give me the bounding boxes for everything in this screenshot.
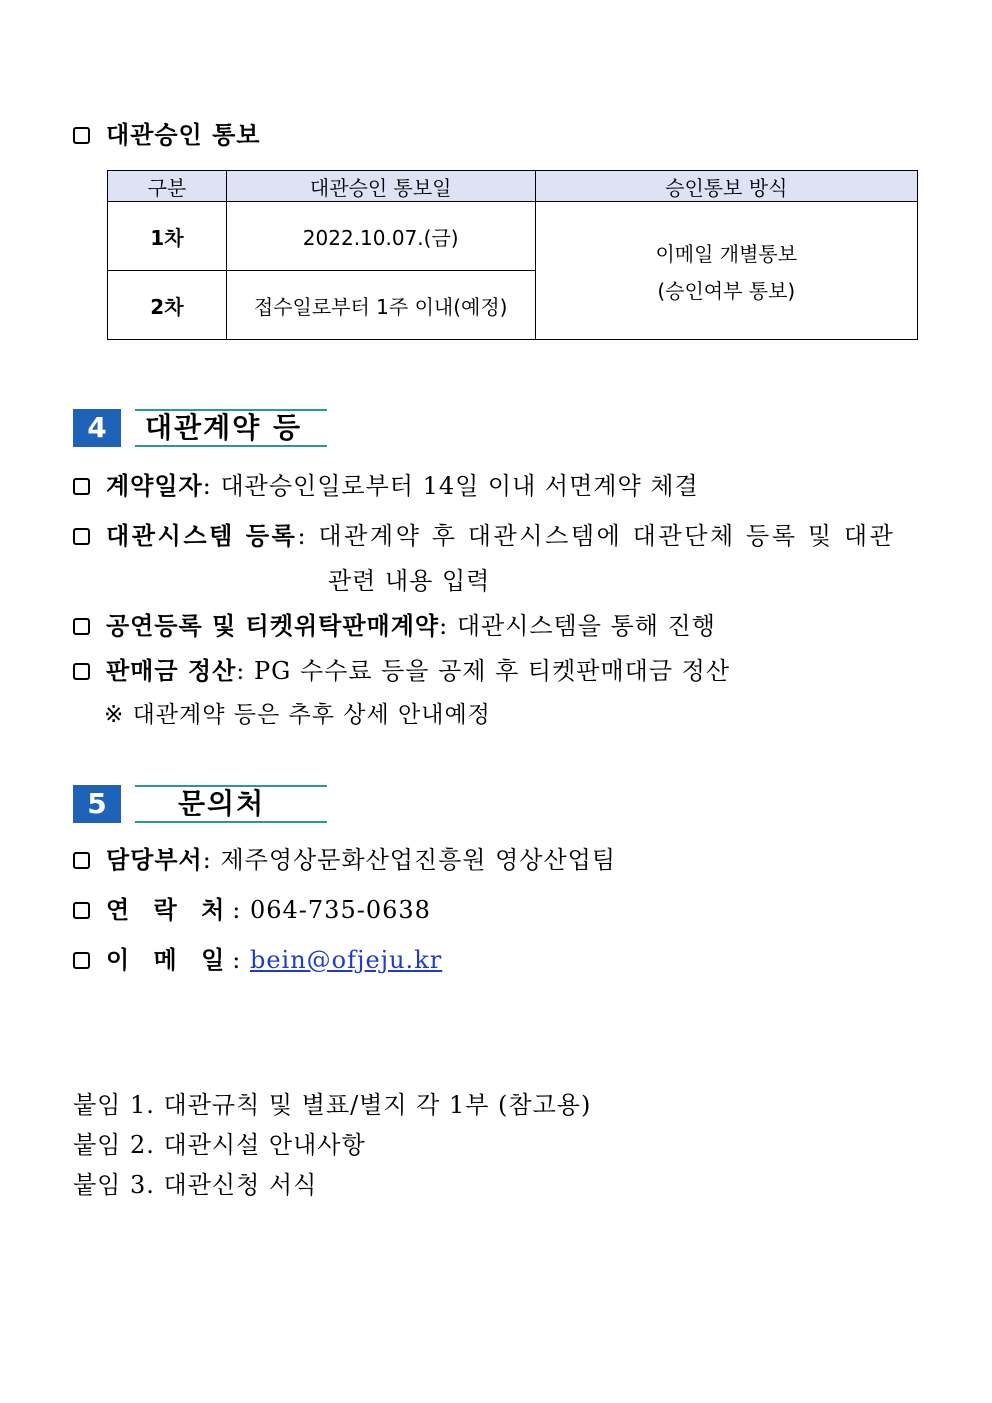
checkbox-square-icon xyxy=(73,127,90,144)
checkbox-square-icon xyxy=(73,952,90,969)
section-number-badge: 4 xyxy=(73,409,121,447)
list-item xyxy=(73,651,730,686)
list-item xyxy=(73,466,699,501)
checkbox-square-icon xyxy=(73,852,90,869)
section-title: 문의처 xyxy=(178,787,266,820)
checkbox-square-icon xyxy=(73,663,90,680)
item-label: 판매금 정산 xyxy=(106,656,237,685)
table-header: 승인통보 방식 xyxy=(535,171,917,202)
round-cell: 1차 xyxy=(108,202,227,271)
table-header: 구분 xyxy=(108,171,227,202)
item-text: : xyxy=(232,946,250,974)
attachment-item: 붙임 3. 대관신청 서식 xyxy=(73,1171,318,1199)
approval-heading: 대관승인 통보 xyxy=(73,115,260,150)
item-label: 계약일자 xyxy=(106,471,203,500)
approval-table xyxy=(107,170,918,340)
checkbox-square-icon xyxy=(73,478,90,495)
method-line: (승인여부 통보) xyxy=(657,278,796,303)
item-text: : PG 수수료 등을 공제 후 티켓판매대금 정산 xyxy=(236,657,731,685)
email-link[interactable]: bein@ofjeju.kr xyxy=(249,946,443,974)
section-rule-bottom xyxy=(135,821,327,823)
note-text: ※ 대관계약 등은 추후 상세 안내예정 xyxy=(104,702,491,728)
list-item xyxy=(73,890,431,925)
list-item xyxy=(73,516,895,551)
item-text: : 제주영상문화산업진흥원 영상산업팀 xyxy=(202,846,617,874)
attachment-item: 붙임 2. 대관시설 안내사항 xyxy=(73,1131,366,1159)
item-text: : 064-735-0638 xyxy=(232,896,431,924)
item-label: 이 메 일 xyxy=(106,945,233,974)
round-cell: 2차 xyxy=(108,271,227,340)
checkbox-square-icon xyxy=(73,902,90,919)
item-label: 연 락 처 xyxy=(106,895,233,924)
attachment-item: 붙임 1. 대관규칙 및 별표/별지 각 1부 (참고용) xyxy=(73,1091,592,1119)
item-label: 공연등록 및 티켓위탁판매계약 xyxy=(106,611,440,640)
item-continuation: 관련 내용 입력 xyxy=(328,567,491,595)
checkbox-square-icon xyxy=(73,528,90,545)
section-rule-bottom xyxy=(135,445,327,447)
list-item xyxy=(73,840,616,875)
item-label: 대관시스템 등록 xyxy=(106,521,298,550)
date-cell: 2022.10.07.(금) xyxy=(226,202,535,271)
table-header: 대관승인 통보일 xyxy=(226,171,535,202)
table-header-row xyxy=(108,171,918,202)
method-line: 이메일 개별통보 xyxy=(655,241,798,266)
section-number-badge: 5 xyxy=(73,785,121,823)
date-cell: 접수일로부터 1주 이내(예정) xyxy=(226,271,535,340)
list-item xyxy=(73,940,442,975)
section-title: 대관계약 등 xyxy=(145,411,302,444)
item-label: 담당부서 xyxy=(106,845,203,874)
item-text: : 대관계약 후 대관시스템에 대관단체 등록 및 대관 xyxy=(297,522,896,550)
table-row xyxy=(108,202,918,271)
list-item xyxy=(73,606,716,641)
checkbox-square-icon xyxy=(73,618,90,635)
item-text: : 대관승인일로부터 14일 이내 서면계약 체결 xyxy=(202,472,699,500)
method-cell xyxy=(535,202,917,340)
item-text: : 대관시스템을 통해 진행 xyxy=(439,612,716,640)
